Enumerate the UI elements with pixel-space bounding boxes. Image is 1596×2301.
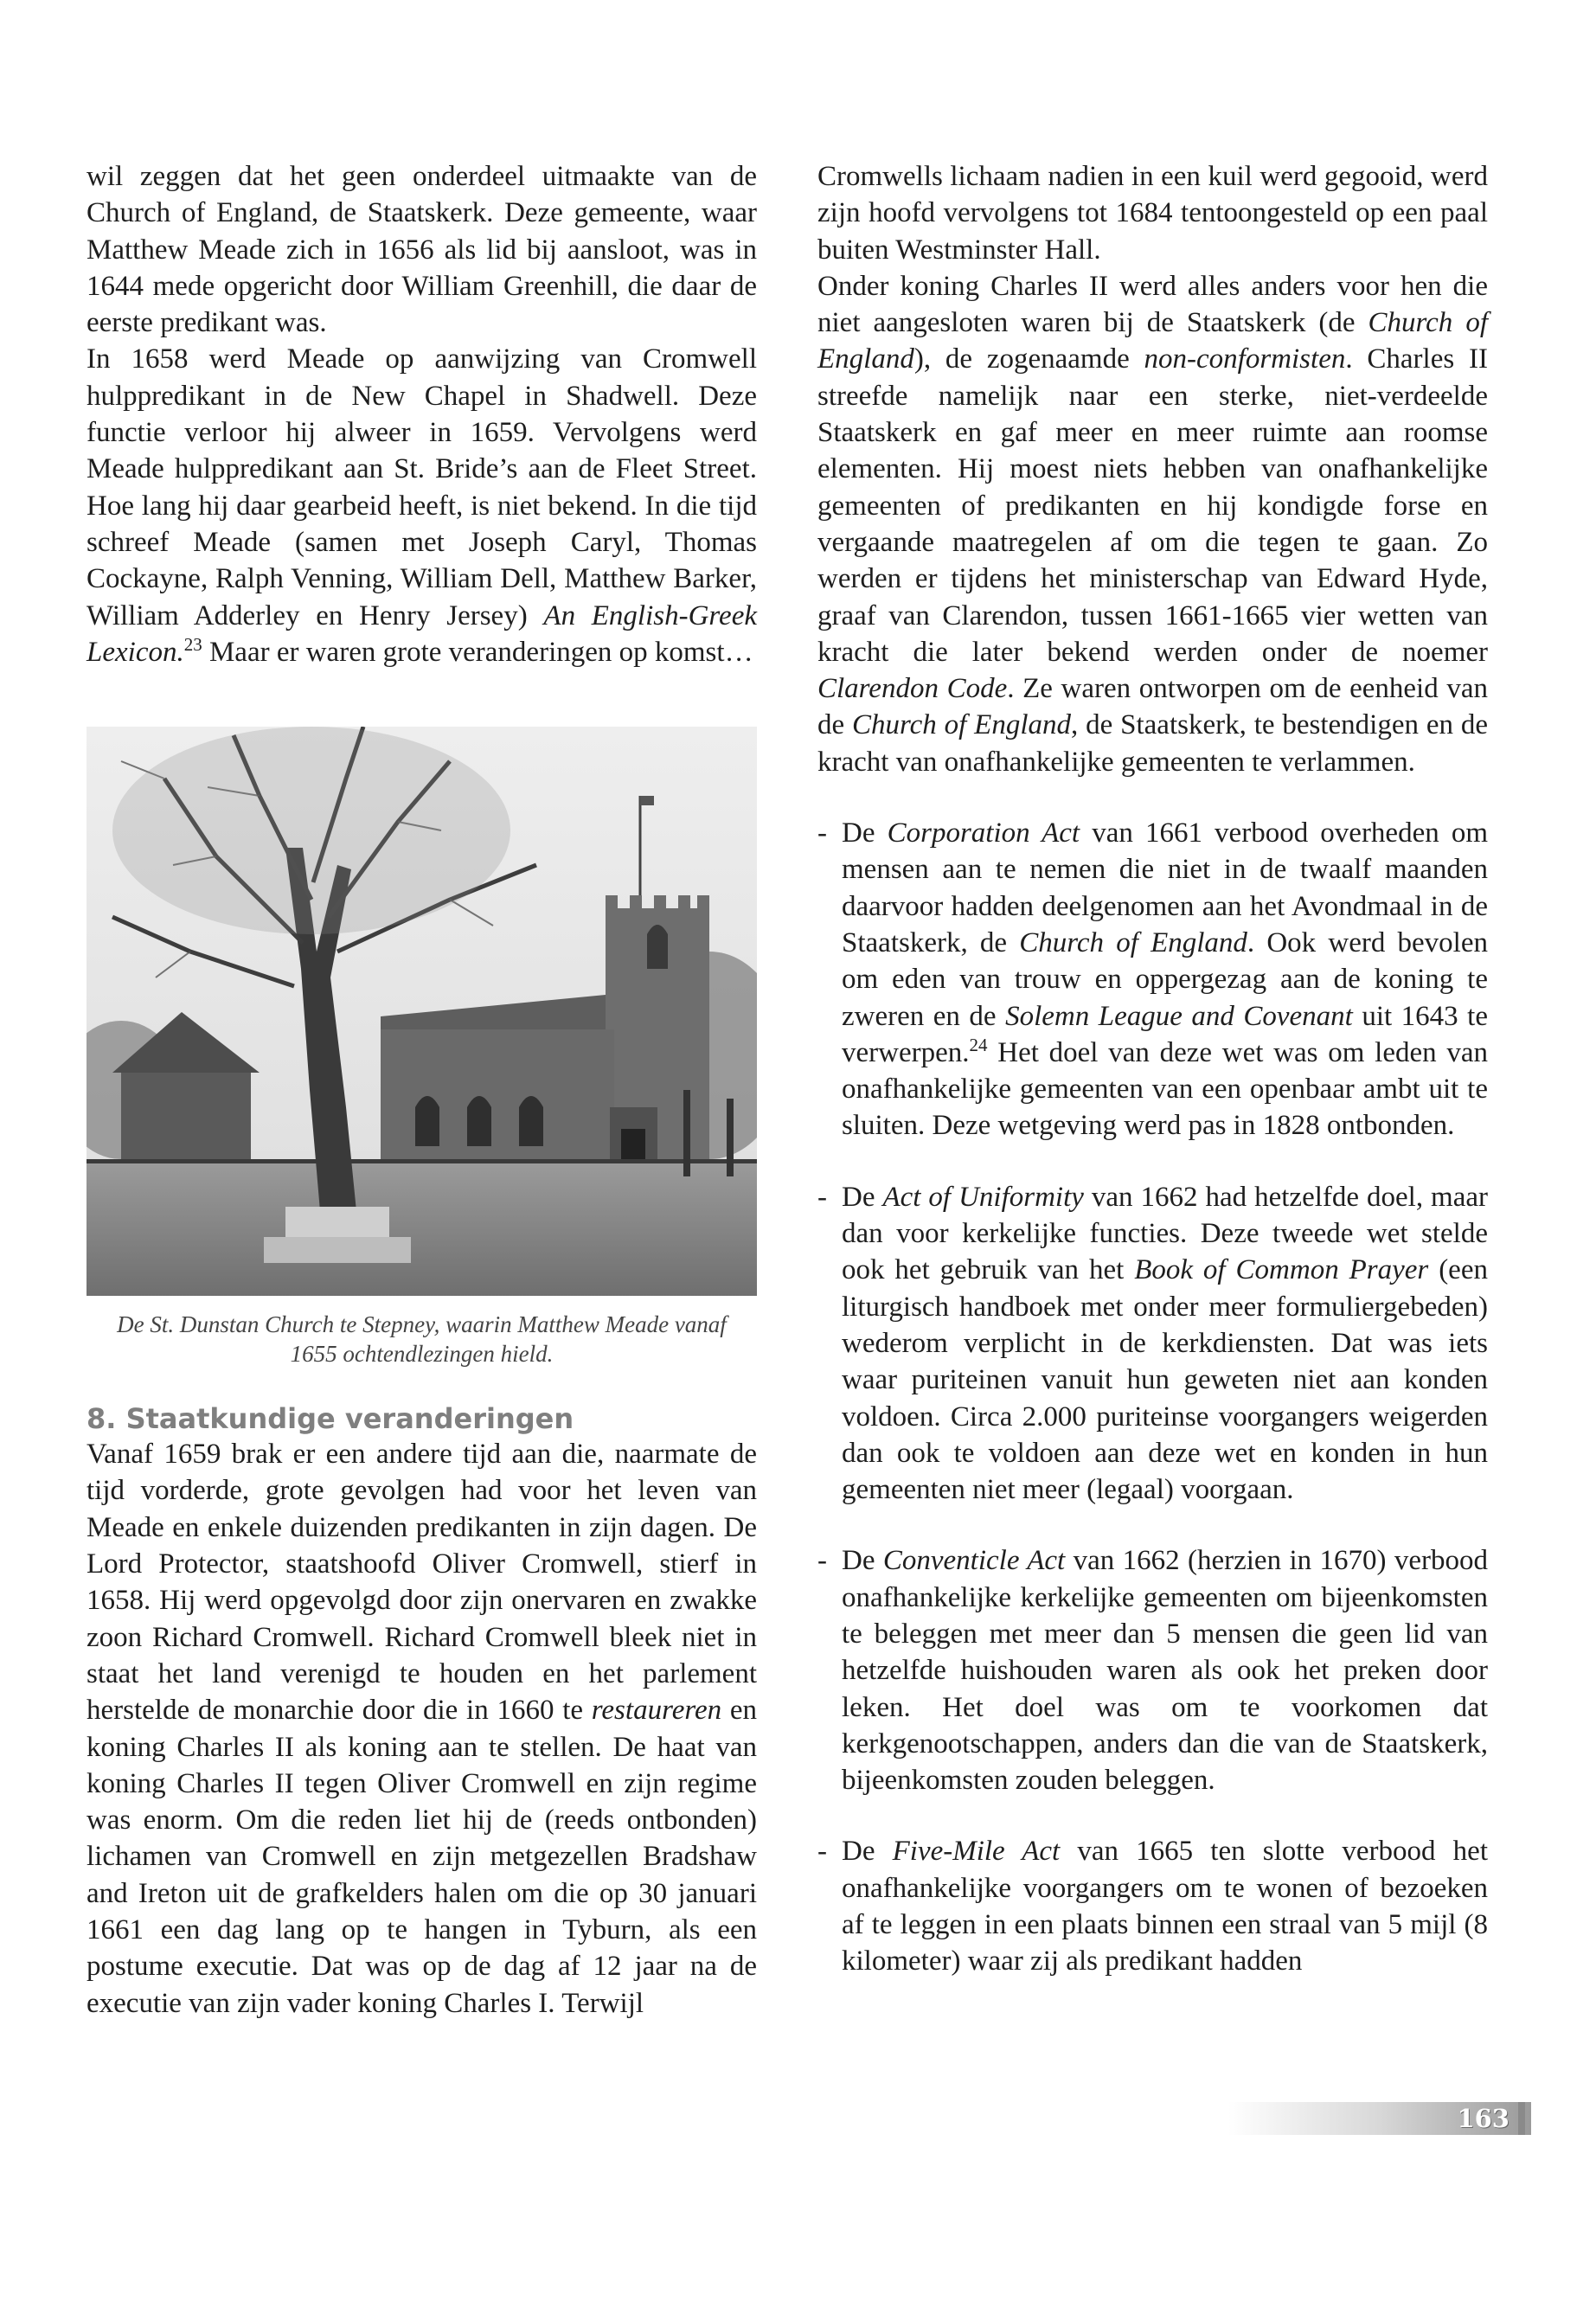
section-heading: 8. Staatkundige veranderingen xyxy=(87,1402,574,1436)
list-item xyxy=(817,1542,1488,1798)
list-dash: - xyxy=(817,1836,827,1868)
list-dash: - xyxy=(817,817,827,849)
footnote-ref[interactable]: 23 xyxy=(183,633,202,655)
list-item-text: De Act of Uniformity van 1662 had hetzelfde doel, maar dan voor kerkelijke functies. Deze tweede wet stelde ook het gebruik van het Book of Common Prayer (een liturgisch handboek met onder meer formuliergebeden) wederom verplicht in de kerkdiensten. Dat was iets waar puriteinen vanuit hun geweten niet aan konden voldoen. Circa 2.000 puriteinse voorgangers weigerden dan ook te voldoen aan deze wet en konden in hun gemeenten niet meer (legaal) voorgaan. xyxy=(842,1181,1489,1506)
paragraph: In 1658 werd Meade op aanwijzing van Cromwell hulppredikant in de New Chapel in Shadwell. Deze functie verloor hij alweer in 1659. Vervolgens werd Meade hulppredikant aan St. Bride’s aan de Fleet Street. Hoe lang hij daar gearbeid heeft, is niet bekend. In die tijd schreef Meade (samen met Joseph Caryl, Thomas Cockayne, Ralph Venning, William Dell, Matthew Barker, William Adderley en Henry Jersey) An English-Greek Lexicon.$^{23}$ Maar er waren grote veranderingen op komst… xyxy=(87,343,757,668)
left-column xyxy=(87,158,757,2022)
paragraph: Onder koning Charles II werd alles anders voor hen die niet aangesloten waren bij de Staatskerk (de Church of England), de zogenaamde non-conformisten. Charles II streefde namelijk naar een sterke, niet-verdeelde Staatskerk en gaf meer en meer ruimte aan roomse elementen. Hij moest niets hebben van onafhankelijke gemeenten of predikanten en hij kondigde forse en vergaande maatregelen af om die tegen te gaan. Zo werden er tijdens het ministerschap van Edward Hyde, graaf van Clarendon, tussen 1661-1665 vier wetten van kracht die later bekend werden onder de noemer Clarendon Code. Ze waren ontworpen om de eenheid van de Church of England, de Staatskerk, te bestendigen en de kracht van onafhankelijke gemeenten te verlammen. xyxy=(817,270,1489,778)
paragraph: Vanaf 1659 brak er een andere tijd aan die, naarmate de tijd vorderde, grote gevolgen had voor het leven van Meade en enkele duizenden predikanten in zijn dagen. De Lord Protector, staatshoofd Oliver Cromwell, stierf in 1658. Hij werd opgevolgd door zijn onervaren en zwakke zoon Richard Cromwell. Richard Cromwell bleek niet in staat het land verenigd te houden en het parlement herstelde de monarchie door die in 1660 te restaureren en koning Charles II als koning aan te stellen. De haat van koning Charles II tegen Oliver Cromwell en zijn regime was enorm. Om die reden liet hij de (reeds ontbonden) lichamen van Cromwell en zijn metgezellen Bradshaw and Ireton uit de grafkelders halen om die op 30 januari 1661 een dag lang op te hangen in Tyburn, als een postume executie. Dat was op de dag af 12 jaar na de executie van zijn vader koning Charles I. Terwijl xyxy=(87,1439,758,2019)
footnote-ref[interactable]: 24 xyxy=(969,1034,988,1055)
right-column xyxy=(817,158,1488,1980)
list-dash: - xyxy=(817,1181,827,1213)
page-number: 163 xyxy=(1457,2104,1509,2133)
spacer xyxy=(817,1798,1488,1833)
list-item-text: De Five-Mile Act van 1665 ten slotte verbood het onafhankelijke voorgangers om te wonen of bezoeken af te leggen in een plaats binnen een straal van 5 mijl (8 kilometer) waar zij als predikant hadden xyxy=(842,1836,1488,1977)
spacer xyxy=(817,1144,1488,1179)
list-item xyxy=(817,1833,1488,1979)
list-item xyxy=(817,1179,1488,1509)
list-item-text: De Corporation Act van 1661 verbood overheden om mensen aan te nemen die niet in de twaalf maanden daarvoor hadden deelgenomen aan het Avondmaal in de Staatskerk, de Church of England. Ook werd bevolen om eden van trouw en oppergezag aan de koning te zweren en de Solemn League and Covenant uit 1643 te verwerpen.$^{24}$ Het doel van deze wet was om leden van onafhankelijke gemeenten van een openbaar ambt uit te sluiten. Deze wetgeving werd pas in 1828 ontbonden. xyxy=(842,817,1488,1142)
page-footer-stripe xyxy=(1518,2102,1525,2135)
spacer xyxy=(817,1508,1488,1542)
paragraph: Cromwells lichaam nadien in een kuil werd gegooid, werd zijn hoofd vervolgens tot 1684 tentoongesteld op een paal buiten Westminster Hall. xyxy=(817,161,1488,266)
list-dash: - xyxy=(817,1545,827,1577)
photo-caption: De St. Dunstan Church te Stepney, waarin Matthew Meade vanaf 1655 ochtendlezingen hield. xyxy=(117,1311,727,1368)
church-photo xyxy=(87,727,757,1296)
list-item-text: De Conventicle Act van 1662 (herzien in 1670) verbood onafhankelijke kerkelijke gemeenten om bijeenkomsten te beleggen met meer dan 5 mensen die geen lid van hetzelfde huishouden waren als ook het preken door leken. Het doel was om te voorkomen dat kerkgenootschappen, anders dan die van de Staatskerk, bijeenkomsten zouden beleggen. xyxy=(842,1545,1488,1797)
list-item xyxy=(817,815,1488,1144)
paragraph: wil zeggen dat het geen onderdeel uitmaakte van de Church of England, de Staatskerk. Deze gemeente, waar Matthew Meade zich in 1656 als lid bij aansloot, was in 1644 mede opgericht door William Greenhill, die daar de eerste predikant was. xyxy=(87,161,757,339)
church-photo-illustration xyxy=(87,727,757,1296)
spacer xyxy=(817,780,1488,815)
